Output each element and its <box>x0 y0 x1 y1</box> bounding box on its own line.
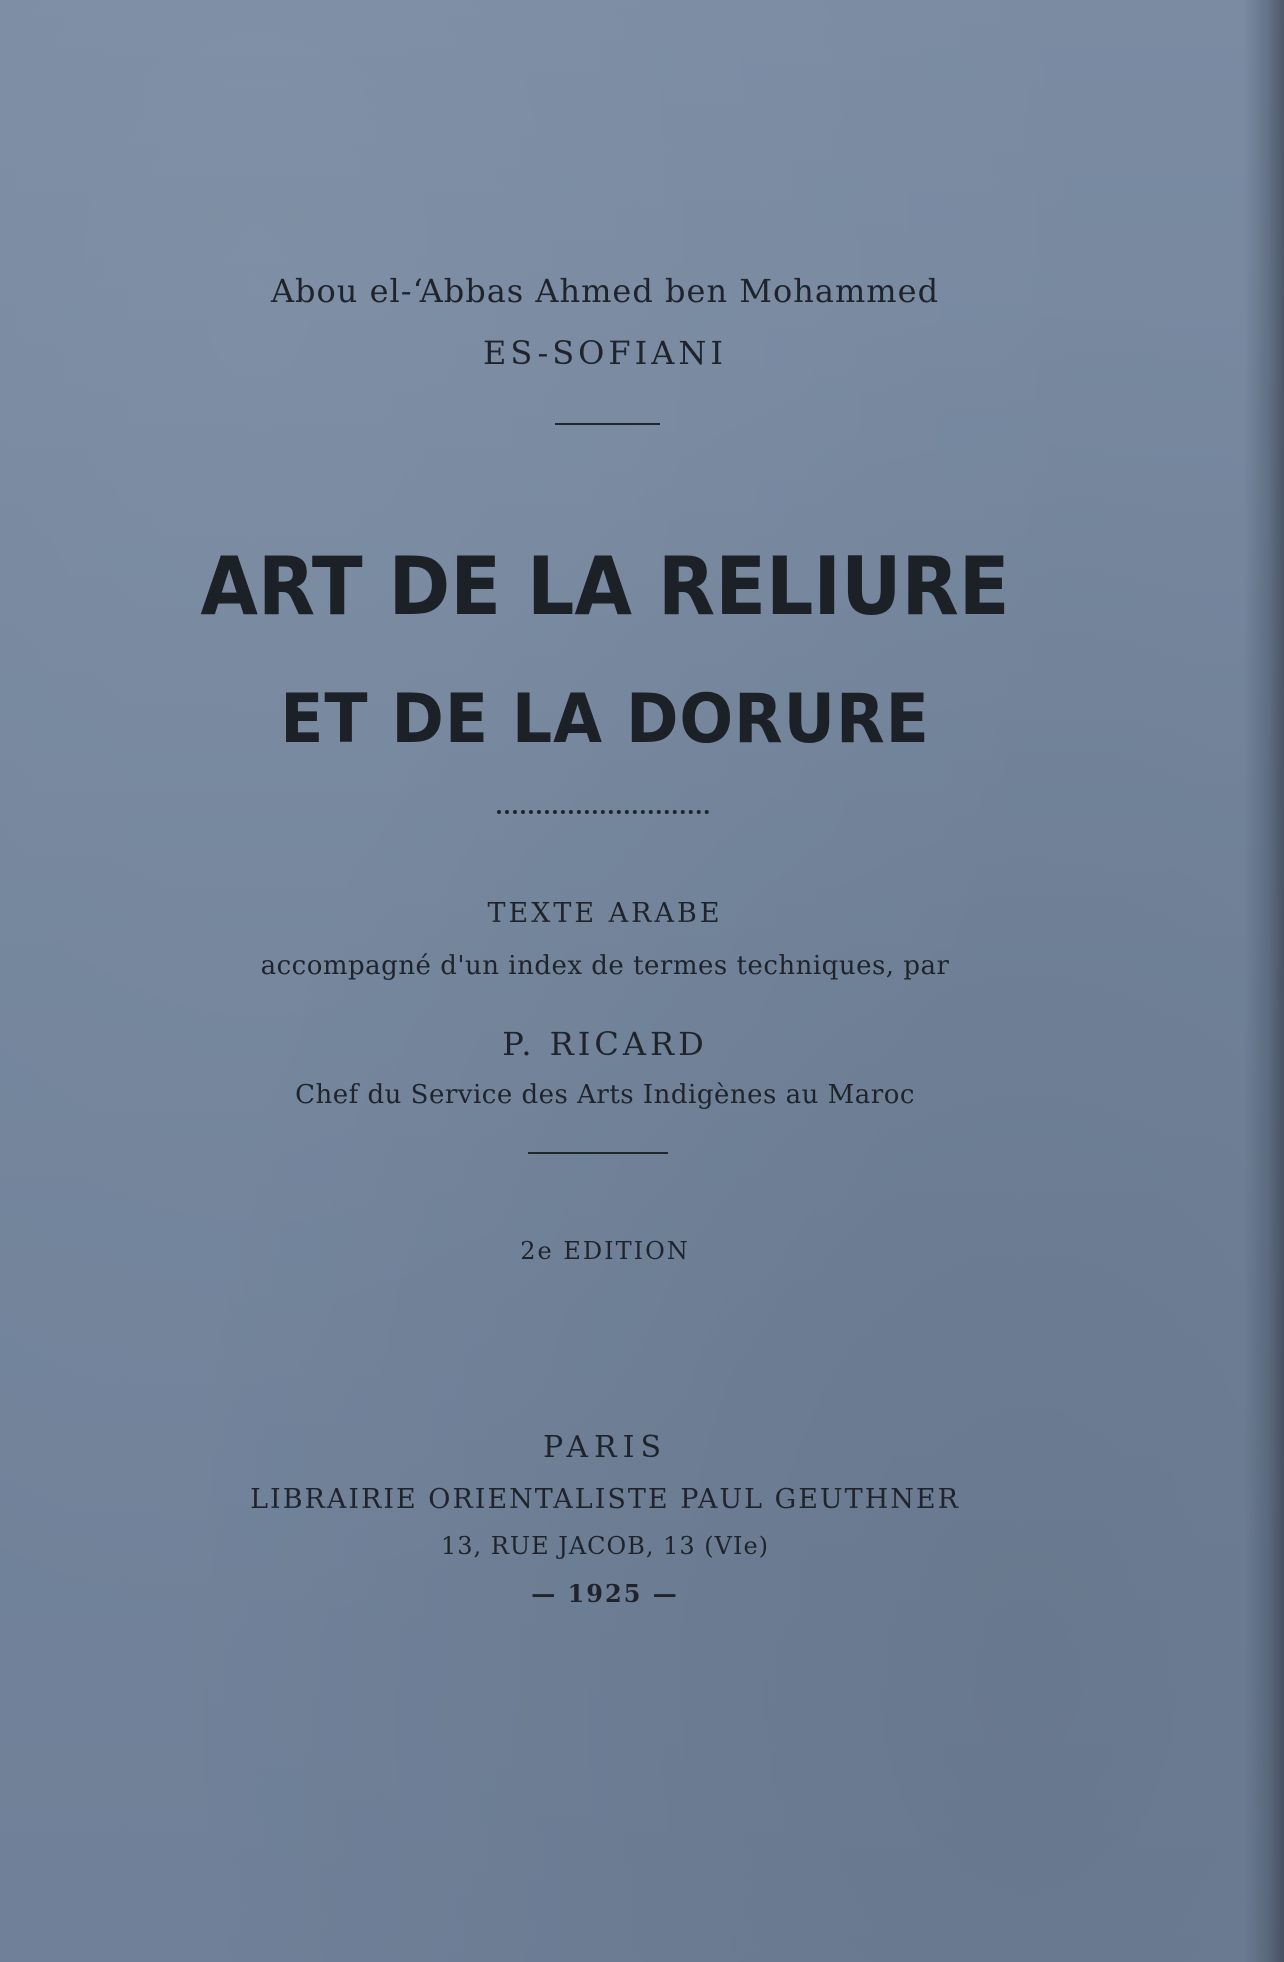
author-name: Abou el-‘Abbas Ahmed ben Mohammed <box>270 272 940 310</box>
divider-rule <box>528 1152 668 1154</box>
publisher-name: LIBRAIRIE ORIENTALISTE PAUL GEUTHNER <box>250 1484 960 1515</box>
editor-name: P. RICARD <box>502 1025 708 1063</box>
title-line-2: ET DE LA DORURE <box>280 680 930 759</box>
publication-year: — 1925 — <box>531 1579 679 1608</box>
publication-city: PARIS <box>542 1430 668 1465</box>
publisher-address: 13, RUE JACOB, 13 (VIe) <box>440 1532 770 1560</box>
author-surname: ES-SOFIANI <box>482 334 727 372</box>
accompaniment-text: accompagné d'un index de termes techniques, par <box>260 951 950 981</box>
divider-rule <box>555 423 660 425</box>
title-line-1: ART DE LA RELIURE <box>200 540 1010 633</box>
page-edge-shadow <box>1244 0 1284 1962</box>
dotted-divider <box>497 810 709 814</box>
editor-role: Chef du Service des Arts Indigènes au Maroc <box>295 1080 915 1110</box>
texte-arabe-label: TEXTE ARABE <box>487 898 723 929</box>
edition-label: 2e EDITION <box>520 1237 690 1265</box>
